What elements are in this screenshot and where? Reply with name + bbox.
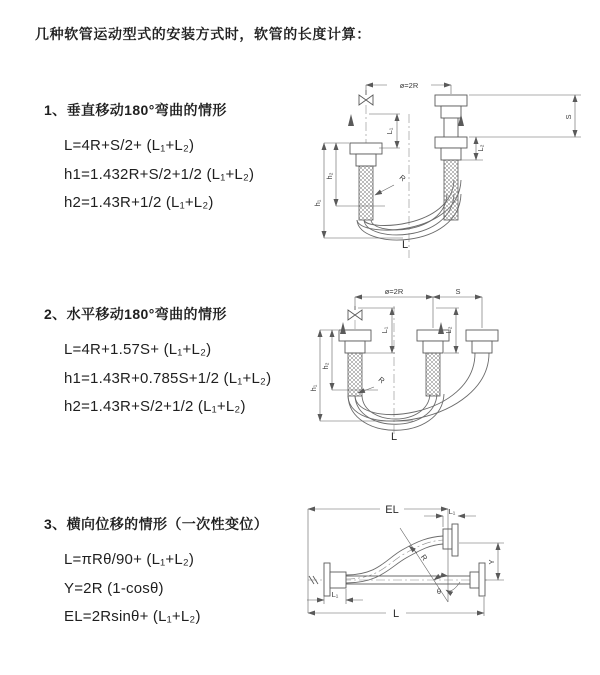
fixed-flange-fitting (339, 330, 371, 396)
diagram-vertical-180-bend (313, 68, 600, 264)
dim-label-h1: h₁ (313, 199, 322, 207)
dim-label-h2: h₂ (321, 362, 330, 370)
formula-line: h2=1.43R+1/2 (L₁+L₂) (64, 194, 214, 211)
formula-line: L=4R+1.57S+ (L₁+L₂) (64, 341, 212, 358)
section-1-heading: 1、垂直移动180°弯曲的情形 (44, 102, 227, 118)
dim-label-theta: θ (436, 587, 442, 596)
dim-label-s: S (564, 114, 573, 120)
braid-section (359, 166, 373, 220)
fixed-flange-fitting (350, 143, 382, 220)
radius-callout (375, 173, 408, 195)
moving-flange-fitting (435, 95, 467, 220)
dim-label-l1-top: L₁ (448, 507, 456, 516)
formula-line: EL=2Rsinθ+ (L₁+L₂) (64, 608, 201, 625)
dim-label-s: S (455, 287, 461, 296)
dimension-l1-top (424, 507, 476, 527)
section-2-heading: 2、水平移动180°弯曲的情形 (44, 306, 227, 322)
formula-line: L=πRθ/90+ (L₁+L₂) (64, 551, 195, 568)
dim-label-r: R (418, 552, 430, 563)
formula-line: h1=1.43R+0.785S+1/2 (L₁+L₂) (64, 369, 272, 387)
dim-label-r: R (397, 172, 408, 184)
diagram-lateral-displacement (298, 496, 600, 654)
dim-label-l-total: L (392, 608, 400, 620)
formula-line: h2=1.43R+S/2+1/2 (L₁+L₂) (64, 398, 246, 415)
section-1-formulas (64, 132, 254, 218)
dim-label-h1: h₁ (309, 384, 318, 392)
dim-label-l1-left: L₁ (331, 590, 339, 599)
moving-flange-fitting-pos1 (417, 330, 449, 396)
dimension-l-total (308, 597, 484, 620)
right-flange-fitting (470, 563, 485, 596)
braid-section (426, 353, 440, 396)
dim-label-span: ø=2R (384, 287, 404, 296)
formula-line: Y=2R (1-cosθ) (64, 579, 164, 597)
dim-label-r: R (376, 374, 387, 386)
valve-icon (359, 90, 373, 143)
dim-label-l1: L₁ (380, 326, 389, 334)
section-vertical-movement (44, 100, 254, 218)
section-3-heading: 3、横向位移的情形（一次性变位） (44, 516, 269, 532)
displaced-flange-fitting (443, 524, 458, 556)
section-lateral-displacement (44, 514, 268, 632)
dim-label-l1: L₁ (385, 127, 394, 135)
braid-section (348, 353, 362, 396)
dimension-stroke-s (433, 287, 482, 328)
dim-label-l-total: L (401, 239, 409, 251)
dim-label-span: ø=2R (399, 81, 419, 90)
dim-label-l2: L₂ (476, 144, 485, 152)
valve-icon (348, 306, 362, 330)
dimension-stroke-s (469, 95, 581, 137)
formula-line: h1=1.432R+S/2+1/2 (L₁+L₂) (64, 165, 255, 183)
dimension-span (366, 81, 451, 94)
dim-label-l-total: L (390, 431, 398, 443)
dim-label-y: Y (487, 559, 496, 565)
dim-label-l2: L₂ (444, 326, 453, 334)
section-horizontal-movement (44, 304, 271, 422)
moving-flange-fitting-pos2 (466, 330, 498, 353)
page-title: 几种软管运动型式的安装方式时，软管的长度计算： (35, 26, 371, 42)
up-arrow-icon (340, 322, 346, 334)
section-3-formulas (64, 546, 268, 632)
diagram-horizontal-180-bend (308, 278, 600, 473)
dim-label-h2: h₂ (325, 172, 334, 180)
braid-section (444, 160, 458, 220)
dimension-l1-left (307, 589, 363, 604)
formula-line: L=4R+S/2+ (L₁+L₂) (64, 137, 195, 154)
up-arrow-icon (348, 114, 354, 126)
u-bend-hose (348, 353, 489, 430)
section-2-formulas (64, 336, 271, 422)
dim-label-el: EL (385, 504, 399, 516)
